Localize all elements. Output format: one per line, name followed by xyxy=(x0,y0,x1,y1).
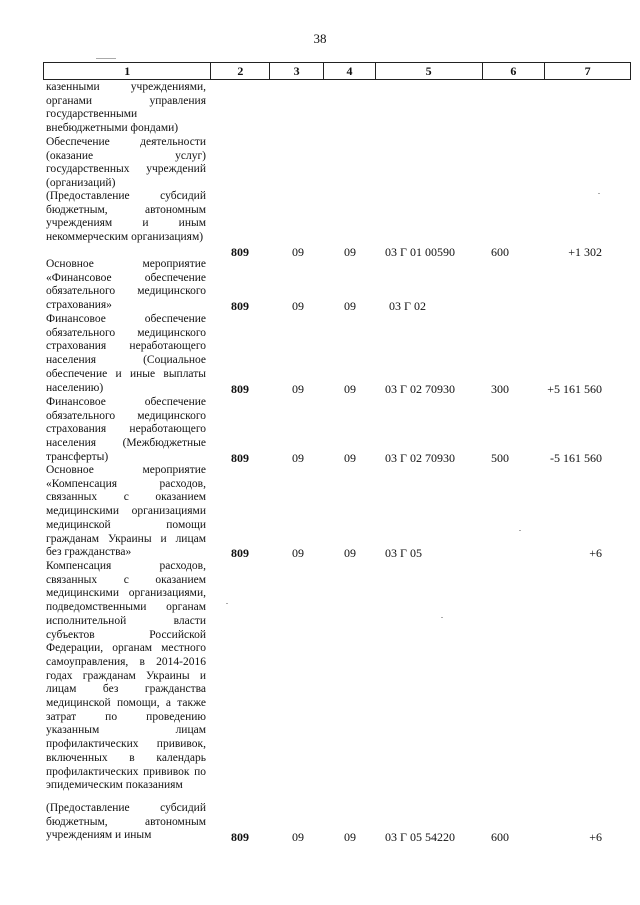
ved-code: 809 xyxy=(231,382,249,396)
subsection-code: 09 xyxy=(344,299,356,313)
header-col-4: 4 xyxy=(323,63,375,79)
header-col-6: 6 xyxy=(482,63,545,79)
subsection-code: 09 xyxy=(344,451,356,465)
expense-type-code: 300 xyxy=(491,382,509,396)
description-text: (Предоставление субсидий бюджетным, автономным учреждениям и иным xyxy=(46,802,206,842)
scan-artifact xyxy=(519,530,521,531)
ved-code: 809 xyxy=(231,546,249,560)
header-col-2: 2 xyxy=(210,63,269,79)
target-article-code: 03 Г 02 70930 xyxy=(385,382,455,396)
section-code: 09 xyxy=(292,451,304,465)
scan-artifact xyxy=(96,58,116,59)
expense-type-code: 600 xyxy=(491,830,509,844)
amount: -5 161 560 xyxy=(550,451,602,465)
subsection-code: 09 xyxy=(344,382,356,396)
description-text: Компенсация расходов, связанных с оказанием медицинскими организациями, подведомственными органам исполнительной власти субъектов Российской Федерации, органам местного самоуправления, в 2014-2016 годах гражданам Украины и лицам без гражданства медицинской помощи, а также затрат по проведению указанным лицам профилактических прививок, включенных в календарь профилактических прививок по эпидемическим показаниям xyxy=(46,560,206,792)
header-col-7: 7 xyxy=(544,63,630,79)
scan-artifact xyxy=(598,193,600,194)
amount: +6 xyxy=(589,546,602,560)
section-code: 09 xyxy=(292,382,304,396)
ved-code: 809 xyxy=(231,245,249,259)
section-code: 09 xyxy=(292,245,304,259)
amount: +6 xyxy=(589,830,602,844)
description-text: Обеспечение деятельности (оказание услуг) государственных учреждений (организаций) xyxy=(46,136,206,190)
ved-code: 809 xyxy=(231,830,249,844)
target-article-code: 03 Г 01 00590 xyxy=(385,245,455,259)
target-article-code: 03 Г 05 xyxy=(385,546,422,560)
amount: +1 302 xyxy=(568,245,602,259)
description-text: Основное мероприятие «Компенсация расходов, связанных с оказанием медицинскими организациями медицинской помощи гражданам Украины и лицам без гражданства» xyxy=(46,464,206,559)
expense-type-code: 500 xyxy=(491,451,509,465)
amount: +5 161 560 xyxy=(547,382,602,396)
description-text: (Предоставление субсидий бюджетным, автономным учреждениям и иным некоммерческим организациям) xyxy=(46,190,206,244)
subsection-code: 09 xyxy=(344,830,356,844)
description-text: казенными учреждениями, органами управления государственными внебюджетными фондами) xyxy=(46,81,206,135)
ved-code: 809 xyxy=(231,451,249,465)
page-number: 38 xyxy=(313,31,327,46)
header-col-5: 5 xyxy=(375,63,482,79)
target-article-code: 03 Г 05 54220 xyxy=(385,830,455,844)
description-text: Финансовое обеспечение обязательного медицинского страхования неработающего населения (Социальное обеспечение и иные выплаты населению) xyxy=(46,313,206,394)
header-col-3: 3 xyxy=(269,63,323,79)
section-code: 09 xyxy=(292,830,304,844)
section-code: 09 xyxy=(292,299,304,313)
subsection-code: 09 xyxy=(344,245,356,259)
description-text: Финансовое обеспечение обязательного медицинского страхования неработающего населения (Межбюджетные трансферты) xyxy=(46,396,206,463)
scan-artifact xyxy=(441,617,443,618)
target-article-code: 03 Г 02 xyxy=(389,299,426,313)
expense-type-code: 600 xyxy=(491,245,509,259)
subsection-code: 09 xyxy=(344,546,356,560)
target-article-code: 03 Г 02 70930 xyxy=(385,451,455,465)
scan-artifact xyxy=(226,603,228,604)
section-code: 09 xyxy=(292,546,304,560)
ved-code: 809 xyxy=(231,299,249,313)
description-text: Основное мероприятие «Финансовое обеспечение обязательного медицинского страхования» xyxy=(46,258,206,312)
table-header xyxy=(43,62,631,80)
header-col-1: 1 xyxy=(124,64,131,78)
